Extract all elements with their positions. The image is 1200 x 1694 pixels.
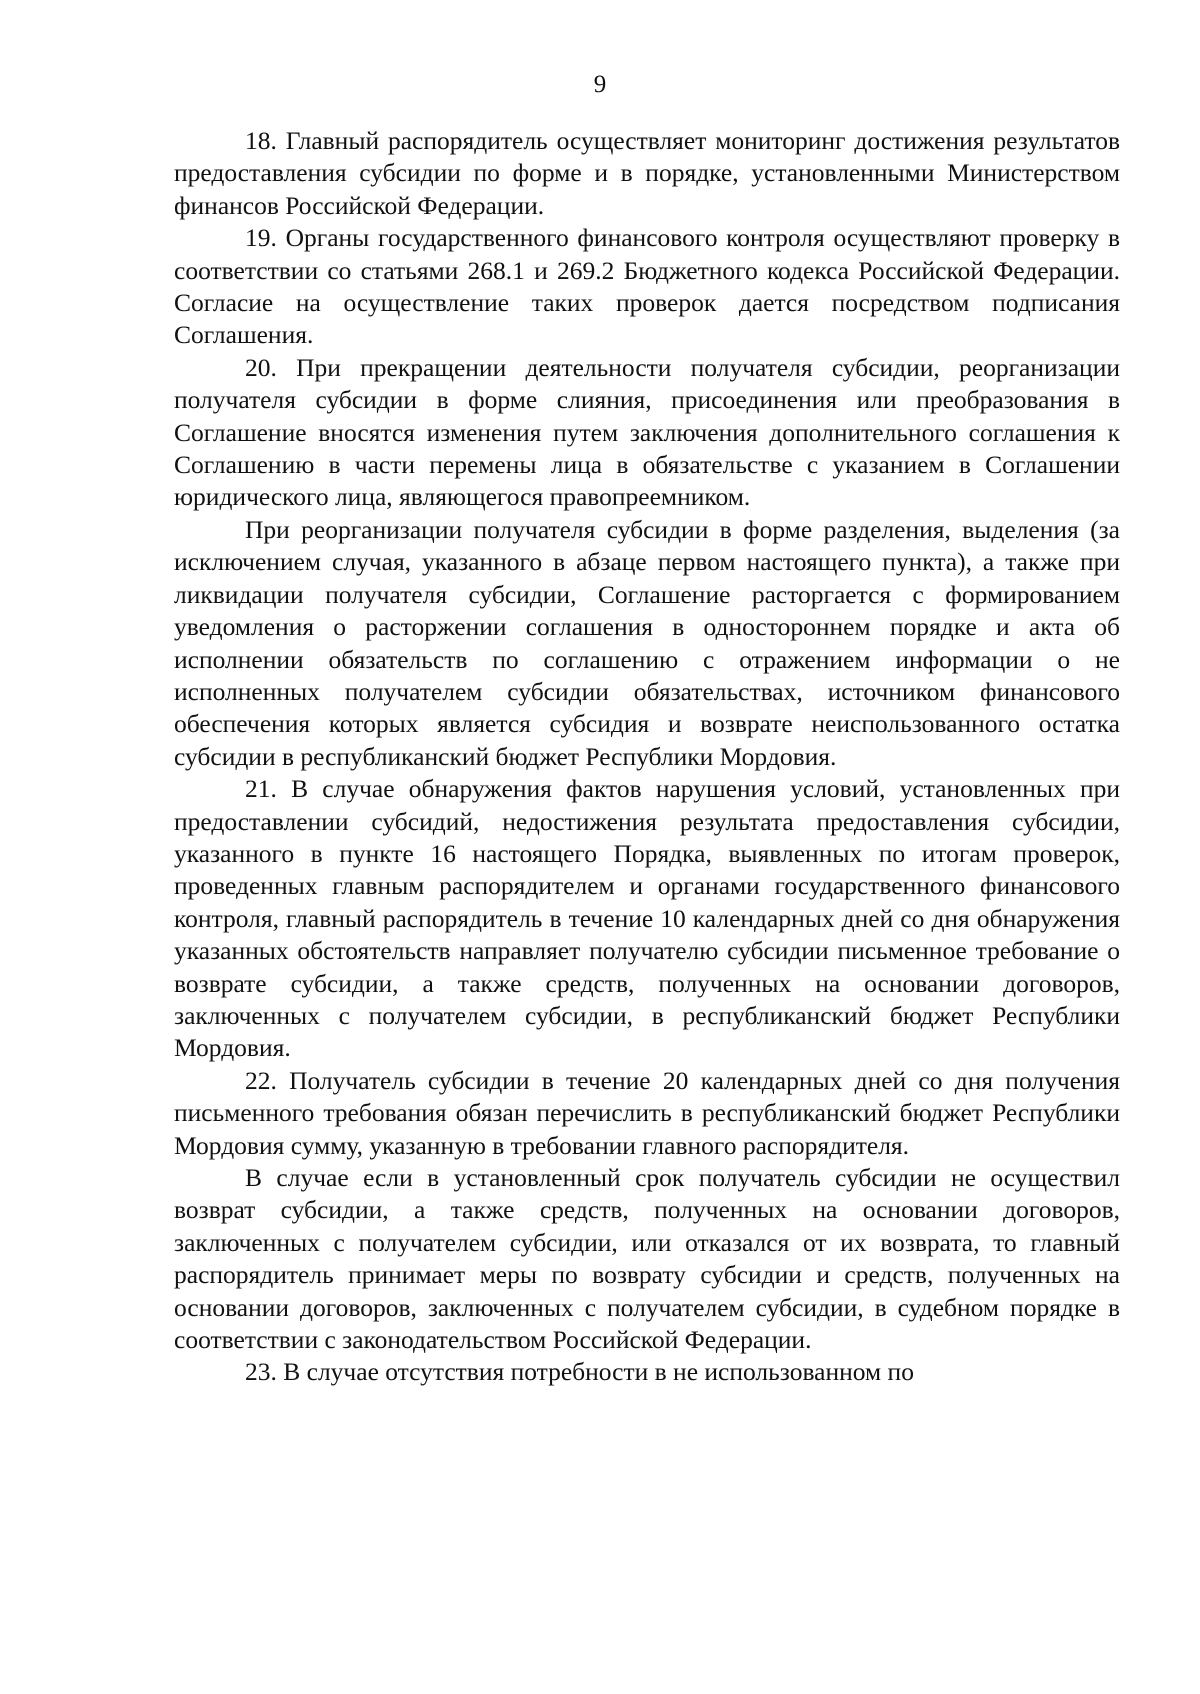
paragraph-19: 19. Органы государственного финансового контроля осуществляют проверку в соответствии со статьями 268.1 и 269.2 Бюджетного кодекса Российской Федерации. Согласие на осуществление таких проверок дается посредством подписания Соглашения.: [174, 223, 1120, 350]
page-number: 9: [593, 71, 607, 98]
paragraph-21: 21. В случае обнаружения фактов нарушения условий, установленных при предоставлении субсидий, недостижения результата предоставления субсидии, указанного в пункте 16 настоящего Порядка, выявленных по итогам проверок, проведенных главным распорядителем и органами государственного финансового контроля, главный распорядитель в течение 10 календарных дней со дня обнаружения указанных обстоятельств направляет получателю субсидии письменное требование о возврате субсидии, а также средств, полученных на основании договоров, заключенных с получателем субсидии, в республиканский бюджет Республики Мордовия.: [174, 774, 1120, 1063]
paragraph-18: 18. Главный распорядитель осуществляет мониторинг достижения результатов предоставления субсидии по форме и в порядке, установленными Министерством финансов Российской Федерации.: [174, 126, 1120, 220]
paragraph-22-court-return: В случае если в установленный срок получатель субсидии не осуществил возврат субсидии, а также средств, полученных на основании договоров, заключенных с получателем субсидии, или отказался от их возврата, то главный распорядитель принимает меры по возврату субсидии и средств, полученных на основании договоров, заключенных с получателем субсидии, в судебном порядке в соответствии с законодательством Российской Федерации.: [174, 1163, 1120, 1355]
paragraph-20-reorganization: При реорганизации получателя субсидии в форме разделения, выделения (за исключением случая, указанного в абзаце первом настоящего пункта), а также при ликвидации получателя субсидии, Соглашение расторгается с формированием уведомления о расторжении соглашения в одностороннем порядке и акта об исполнении обязательств по соглашению с отражением информации о не исполненных получателем субсидии обязательствах, источником финансового обеспечения которых является субсидия и возврате неиспользованного остатка субсидии в республиканский бюджет Республики Мордовия.: [174, 514, 1120, 771]
paragraph-23: 23. В случае отсутствия потребности в не использованном по: [245, 1357, 914, 1387]
paragraph-20: 20. При прекращении деятельности получателя субсидии, реорганизации получателя субсидии в форме слияния, присоединения или преобразования в Соглашение вносятся изменения путем заключения дополнительного соглашения к Соглашению в части перемены лица в обязательстве с указанием в Соглашении юридического лица, являющегося правопреемником.: [174, 352, 1120, 512]
paragraph-22: 22. Получатель субсидии в течение 20 календарных дней со дня получения письменного требования обязан перечислить в республиканский бюджет Республики Мордовия сумму, указанную в требовании главного распорядителя.: [174, 1065, 1120, 1160]
document-body: [174, 125, 1120, 1389]
